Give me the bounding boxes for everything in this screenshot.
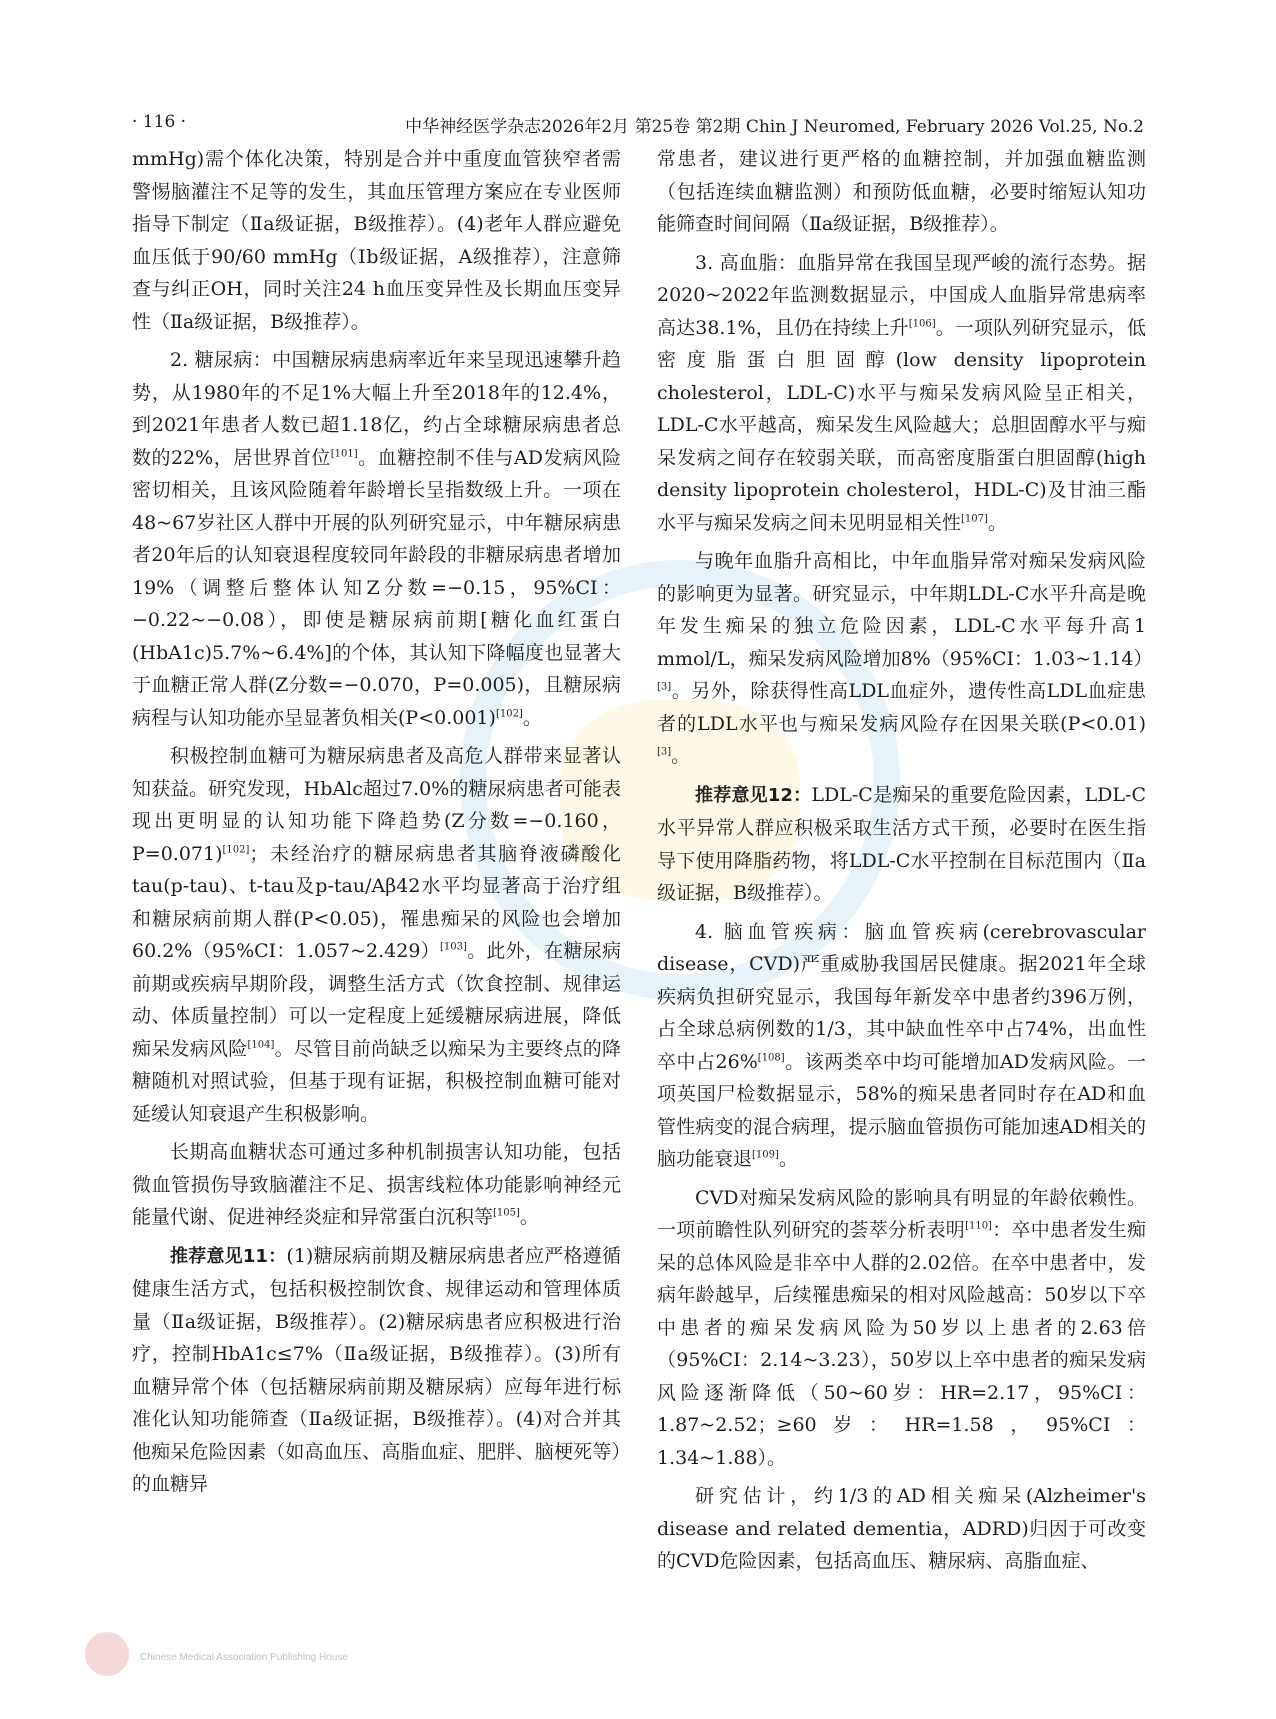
citation: [104] — [247, 1039, 275, 1051]
citation: [3] — [657, 746, 672, 758]
right-column — [657, 143, 1153, 1584]
paragraph: 积极控制血糖可为糖尿病患者及高危人群带来显著认知获益。研究发现，HbAlc超过7.0%的糖尿病患者可能表现出更明显的认知功能下降趋势(Z分数=−0.160，P=0.071)[102]；未经治疗的糖尿病患者其脑脊液磷酸化tau(p-tau)、t-tau及p-tau/Aβ42水平均显著高于治疗组和糖尿病前期人群(P<0.05)，罹患痴呆的风险也会增加60.2%（95%CI：1.057~2.429）[103]。此外，在糖尿病前期或疾病早期阶段，调整生活方式（饮食控制、规律运动、体质量控制）可以一定程度上延缓糖尿病进展，降低痴呆发病风险[104]。尽管目前尚缺乏以痴呆为主要终点的降糖随机对照试验，但基于现有证据，积极控制血糖可能对延缓认知衰退产生积极影响。 — [132, 745, 621, 1125]
citation: [103] — [439, 941, 467, 953]
citation: [3] — [657, 681, 672, 693]
running-header — [132, 108, 1144, 138]
citation: [110] — [965, 1220, 992, 1232]
page-number: · 116 · — [132, 112, 187, 132]
recommendation-label: 推荐意见12： — [695, 784, 812, 806]
paragraph: 常患者，建议进行更严格的血糖控制，并加强血糖监测（包括连续血糖监测）和预防低血糖，必要时缩短认知功能筛查时间间隔（Ⅱa级证据，B级推荐）。 — [657, 148, 1146, 235]
paragraph: 与晚年血脂升高相比，中年血脂异常对痴呆发病风险的影响更为显著。研究显示，中年期LDL-C水平升高是晚年发生痴呆的独立危险因素，LDL-C水平每升高1 mmol/L，痴呆发病风险增加8%（95%CI：1.03~1.14）[3]。另外，除获得性高LDL血症外，遗传性高LDL血症患者的LDL水平也与痴呆发病风险存在因果关联(P<0.01)[3]。 — [657, 550, 1153, 767]
citation: [102] — [222, 844, 250, 856]
recommendation-label: 推荐意见11： — [170, 1245, 287, 1267]
citation: [102] — [495, 708, 523, 720]
paragraph-diabetes: 2. 糖尿病：中国糖尿病患病率近年来呈现迅速攀升趋势，从1980年的不足1%大幅上升至2018年的12.4%，到2021年患者人数已超1.18亿，约占全球糖尿病患者总数的22%，居世界首位[101]。血糖控制不佳与AD发病风险密切相关，且该风险随着年龄增长呈指数级上升。一项在48~67岁社区人群中开展的队列研究显示，中年糖尿病患者20年后的认知衰退程度较同年龄段的非糖尿病患者增加19%（调整后整体认知Z分数=−0.15，95%CI：−0.22~−0.08），即使是糖尿病前期[糖化血红蛋白(HbA1c)5.7%~6.4%]的个体，其认知下降幅度也显著大于血糖正常人群(Z分数=−0.070，P=0.005)，且糖尿病病程与认知功能亦呈显著负相关(P<0.001)[102]。 — [132, 349, 621, 729]
paragraph-hyperlipidemia: 3. 高血脂：血脂异常在我国呈现严峻的流行态势。据2020~2022年监测数据显示，中国成人血脂异常患病率高达38.1%，且仍在持续上升[106]。一项队列研究显示，低密度脂蛋白胆固醇(low density lipoprotein cholesterol，LDL-C)水平与痴呆发病风险呈正相关，LDL-C水平越高，痴呆发生风险越大；总胆固醇水平与痴呆发病之间存在较弱关联，而高密度脂蛋白胆固醇(high density lipoprotein cholesterol，HDL-C)及甘油三酯水平与痴呆发病之间未见明显相关性[107]。 — [657, 251, 1146, 534]
journal-citation: 中华神经医学杂志2026年2月 第25卷 第2期 Chin J Neuromed, February 2026 Vol.25, No.2 — [405, 117, 1144, 137]
paragraph: CVD对痴呆发病风险的影响具有明显的年龄依赖性。一项前瞻性队列研究的荟萃分析表明[110]：卒中患者发生痴呆的总体风险是非卒中人群的2.02倍。在卒中患者中，发病年龄越早，后续罹患痴呆的相对风险越高：50岁以下卒中患者的痴呆发病风险为50岁以上患者的2.63倍（95%CI：2.14~3.23），50岁以上卒中患者的痴呆发病风险逐渐降低（50~60岁：HR=2.17，95%CI：1.87~2.52；≥60岁：HR=1.58，95%CI：1.34~1.88）。 — [657, 1186, 1146, 1469]
citation: [101] — [330, 448, 358, 460]
citation: [109] — [752, 1149, 779, 1161]
citation: [105] — [493, 1207, 520, 1219]
citation: [108] — [757, 1052, 785, 1064]
paragraph-cerebrovascular: 4. 脑血管疾病：脑血管疾病(cerebrovascular disease，CVD)严重威胁我国居民健康。据2021年全球疾病负担研究显示，我国每年新发卒中患者约396万例，占全球总病例数的1/3，其中缺血性卒中占74%，出血性卒中占26%[108]。该两类卒中均可能增加AD发病风险。一项英国尸检数据显示，58%的痴呆患者同时存在AD和血管性病变的混合病理，提示脑血管损伤可能加速AD相关的脑功能衰退[109]。 — [657, 920, 1146, 1170]
paragraph: 长期高血糖状态可通过多种机制损害认知功能，包括微血管损伤导致脑灌注不足、损害线粒体功能影响神经元能量代谢、促进神经炎症和异常蛋白沉积等[105]。 — [132, 1141, 621, 1228]
publisher-name: Chinese Medical Association Publishing House — [140, 1652, 348, 1663]
citation: [107] — [961, 513, 988, 525]
paragraph: mmHg)需个体化决策，特别是合并中重度血管狭窄者需警惕脑灌注不足等的发生，其血压管理方案应在专业医师指导下制定（Ⅱa级证据，B级推荐）。(4)老年人群应避免血压低于90/60 mmHg（Ⅰb级证据，A级推荐），注意筛查与纠正OH，同时关注24 h血压变异性及长期血压变异性（Ⅱa级证据，B级推荐）。 — [132, 148, 621, 333]
citation: [106] — [908, 318, 936, 330]
left-column — [132, 143, 621, 1507]
publisher-logo — [85, 1632, 129, 1676]
paragraph: 研究估计，约1/3的AD相关痴呆(Alzheimer's disease and related dementia，ADRD)归因于可改变的CVD危险因素，包括高血压、糖尿病、高脂血症、 — [657, 1485, 1146, 1572]
recommendation-12: 推荐意见12：LDL-C是痴呆的重要危险因素，LDL-C水平异常人群应积极采取生活方式干预，必要时在医生指导下使用降脂药物，将LDL-C水平控制在目标范围内（Ⅱa级证据，B级推荐）。 — [657, 783, 1146, 904]
recommendation-11: 推荐意见11：(1)糖尿病前期及糖尿病患者应严格遵循健康生活方式，包括积极控制饮食、规律运动和管理体质量（Ⅱa级证据，B级推荐）。(2)糖尿病患者应积极进行治疗，控制HbA1c≤7%（Ⅱa级证据，B级推荐）。(3)所有血糖异常个体（包括糖尿病前期及糖尿病）应每年进行标准化认知功能筛查（Ⅱa级证据，B级推荐）。(4)对合并其他痴呆危险因素（如高血压、高脂血症、肥胖、脑梗死等）的血糖异 — [132, 1244, 621, 1495]
